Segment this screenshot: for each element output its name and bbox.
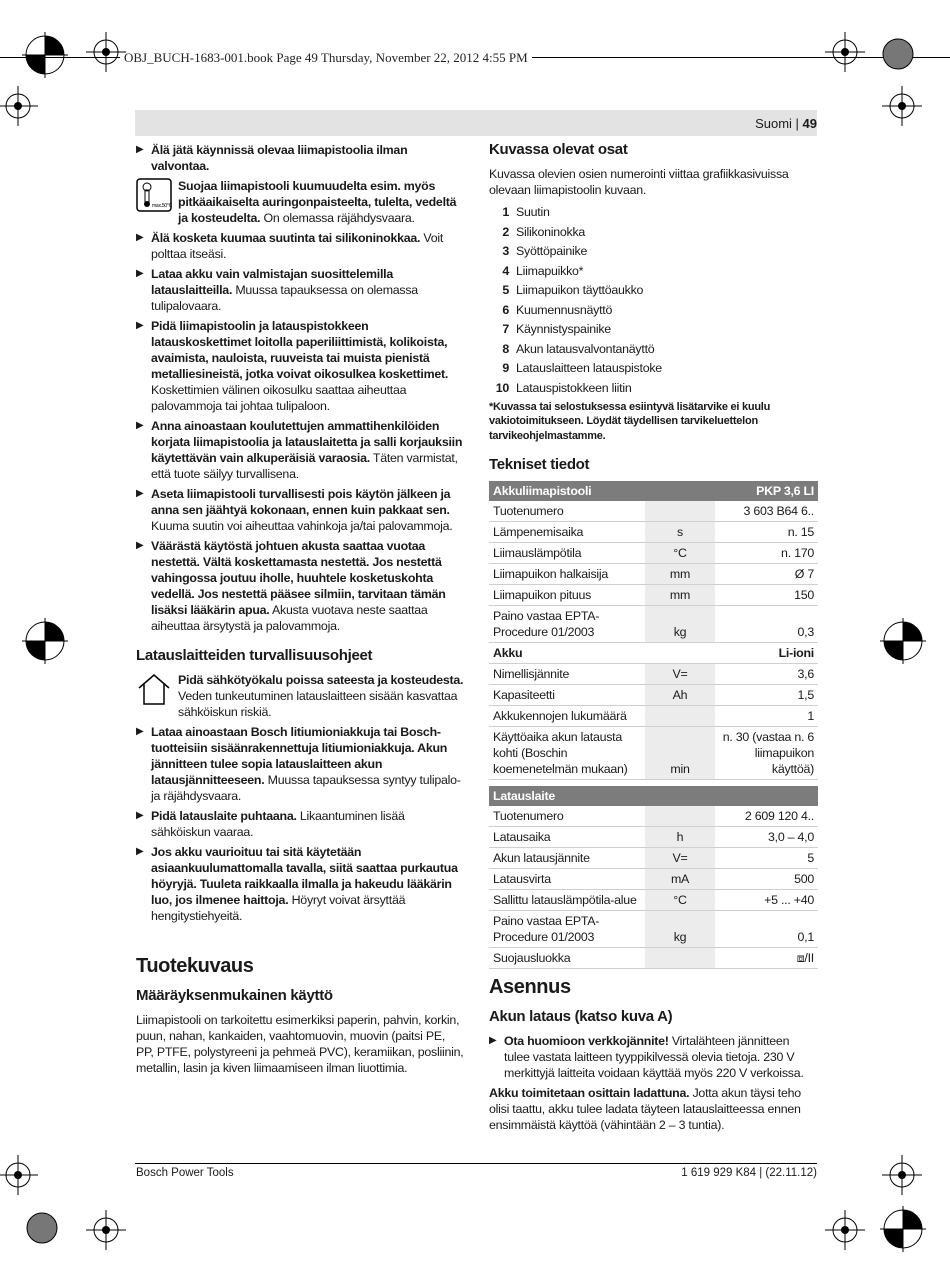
triangle-bullet-icon: ▶ (136, 144, 144, 155)
part-item (489, 263, 818, 279)
part-item (489, 341, 818, 357)
spec-value: 1,5 (715, 685, 818, 706)
table-row (489, 564, 818, 585)
spec-unit: mm (645, 585, 715, 606)
footer-brand: Bosch Power Tools (136, 1167, 234, 1179)
spec-value: Ø 7 (715, 564, 818, 585)
part-item (489, 224, 818, 240)
heat-warning-block: max.50°C Suojaa liimapistooli kuumuudelta esim. myös pitkäaikaiselta auringonpaisteelta, tulelta, vedeltä ja kosteudelta. On olemassa räjähdysvaara. (136, 178, 464, 226)
part-number: 5 (502, 283, 509, 297)
triangle-bullet-icon: ▶ (489, 1035, 497, 1046)
spec-unit: h (645, 827, 715, 848)
table-row (489, 543, 818, 564)
registration-mark-icon (880, 618, 926, 664)
table-header-glue-gun: Akkuliimapistooli PKP 3,6 LI (489, 481, 818, 501)
spec-value: n. 170 (715, 543, 818, 564)
table-row (489, 585, 818, 606)
table-row (489, 664, 818, 685)
spec-value: 0,3 (715, 606, 818, 643)
part-item (489, 204, 818, 220)
part-label: Silikoninokka (516, 224, 586, 239)
part-number: 4 (502, 263, 509, 278)
spec-value: n. 30 (vastaa n. 6 liimapuikon käyttöä) (715, 727, 818, 780)
triangle-bullet-icon: ▶ (136, 232, 144, 243)
spec-name: Sallittu latauslämpötila-alue (489, 890, 645, 911)
table-row (489, 727, 818, 780)
part-number: 9 (502, 361, 509, 375)
spec-value: 150 (715, 585, 818, 606)
rain-warning-block: Pidä sähkötyökalu poissa sateesta ja kosteudesta. Veden tunkeutuminen latauslaitteen sisään kasvattaa sähköiskun riskiä. (136, 672, 464, 720)
part-number: 7 (502, 322, 509, 336)
triangle-bullet-icon: ▶ (136, 420, 144, 431)
registration-mark-icon (22, 618, 68, 664)
table-header-charger: Latauslaite (489, 786, 818, 806)
spec-unit: V= (645, 664, 715, 685)
part-item (489, 321, 818, 337)
safety-bullet: ▶ Ota huomioon verkkojännite! Virtalähteen jännitteen tulee vastata laitteen tyyppikilvessä olevia tietoja. 230 V merkittyjä laitteita voidaan käyttää myös 220 V verkoissa. (489, 1034, 804, 1080)
footnote: *Kuvassa tai selostuksessa esiintyvä lisätarvike ei kuulu vakiotoimitukseen. Löydät täydellisen tarvikeluettelon tarvikeohjelmastamme. (489, 400, 771, 442)
triangle-bullet-icon: ▶ (136, 540, 144, 551)
registration-mark-icon (22, 32, 68, 78)
safety-bullet: ▶ Lataa akku vain valmistajan suosittelemilla latauslaitteilla. Muussa tapauksessa on olemassa tulipalovaara. (136, 267, 418, 313)
chapter-heading: Tuotekuvaus (136, 955, 254, 977)
safety-bullet: ▶ Jos akku vaurioituu tai sitä käytetään asiaankuulumattomalla tavalla, siitä saattaa purkautua höyryjä. Tuuleta raikkaalla ilmalla ja hakeudu lääkärin luo, jos ilmenee haittoja. Höyryt voivat ärsyttää hengitystiehyeitä. (136, 845, 458, 923)
spec-value: 0,1 (715, 911, 818, 948)
spec-value: +5 ... +40 (715, 890, 818, 911)
section-heading: Kuvassa olevat osat (489, 141, 628, 158)
table-row (489, 806, 818, 827)
spec-unit: mm (645, 564, 715, 585)
spec-name: Latausvirta (489, 869, 645, 890)
spec-value: 500 (715, 869, 818, 890)
safety-bullet: ▶ Pidä liimapistoolin ja latauspistokkeen latauskoskettimet loitolla paperiliittimistä, kolikoista, avaimista, nauloista, ruuveista tai muista pienistä metalliesineistä, jotka voivat oikosulkea koskettimet. Koskettimien välinen oikosulku saattaa aiheuttaa palovammoja tai johtaa tulipaloon. (136, 319, 449, 413)
crosshair-icon (882, 86, 922, 126)
book-header: OBJ_BUCH-1683-001.book Page 49 Thursday, November 22, 2012 4:55 PM (120, 50, 532, 66)
footer-rule (135, 1163, 817, 1164)
triangle-bullet-icon: ▶ (136, 846, 144, 857)
thermometer-sun-icon (136, 178, 172, 212)
triangle-bullet-icon: ▶ (136, 268, 144, 279)
table-row (489, 706, 818, 727)
spec-value: 1 (715, 706, 818, 727)
part-item (489, 302, 818, 318)
spec-name: Kapasiteetti (489, 685, 645, 706)
spec-unit: mA (645, 869, 715, 890)
part-number: 3 (502, 244, 509, 258)
spec-unit (645, 948, 715, 969)
spec-name: Tuotenumero (489, 806, 645, 827)
triangle-bullet-icon: ▶ (136, 488, 144, 499)
spec-name: Latausaika (489, 827, 645, 848)
safety-bullet: ▶ Älä kosketa kuumaa suutinta tai silikoninokkaa. Voit polttaa itseäsi. (136, 231, 444, 261)
tech-data-table (489, 481, 818, 969)
section-heading: Akun lataus (katso kuva A) (489, 1008, 673, 1025)
spec-value: n. 15 (715, 522, 818, 543)
spec-unit (645, 806, 715, 827)
part-label: Liimapuikon täyttöaukko (516, 283, 644, 297)
house-icon (136, 672, 172, 706)
triangle-bullet-icon: ▶ (136, 320, 144, 331)
crosshair-icon (0, 86, 38, 126)
part-label: Syöttöpainike (516, 244, 588, 258)
part-item (489, 243, 818, 259)
safety-bullet: ▶ Älä jätä käynnissä olevaa liimapistoolia ilman valvontaa. (136, 143, 408, 173)
crosshair-icon (825, 1210, 865, 1250)
page-number: 49 (802, 116, 817, 131)
part-label: Kuumennusnäyttö (516, 302, 613, 317)
spec-unit: °C (645, 890, 715, 911)
spec-unit: V= (645, 848, 715, 869)
crosshair-icon (86, 32, 126, 72)
part-label: Latauspistokkeen liitin (516, 380, 632, 395)
safety-bullet: ▶ Lataa ainoastaan Bosch litiumioniakkuja tai Bosch-tuotteisiin sisäänrakennettuja litiumioniakkuja. Akun jännitteen tulee sopia latauslaitteen akun latausjännitteeseen. Muussa tapauksessa syntyy tulipalo- ja räjähdysvaara. (136, 725, 461, 803)
part-number: 1 (502, 205, 509, 219)
color-dial-icon (880, 36, 916, 72)
spec-name: Nimellisjännite (489, 664, 645, 685)
color-dial-icon (24, 1210, 60, 1246)
spec-value: 2 609 120 4.. (715, 806, 818, 827)
safety-bullet: ▶ Väärästä käytöstä johtuen akusta saattaa vuotaa nestettä. Vältä koskettamasta nestettä. Jos nestettä vahingossa joutuu iholle, huuhtele kosketuskohta vedellä. Jos nestettä pääsee silmiin, tarvitaan tämän lisäksi lääkärin apua. Akusta vuotava neste saattaa aiheuttaa ärsytystä ja palovammoja. (136, 539, 446, 633)
spec-unit (645, 706, 715, 727)
part-label: Käynnistyspainike (516, 322, 611, 336)
safety-bullet: ▶ Pidä latauslaite puhtaana. Likaantuminen lisää sähköiskun vaaraa. (136, 809, 405, 839)
section-heading: Latauslaitteiden turvallisuusohjeet (136, 647, 373, 664)
triangle-bullet-icon: ▶ (136, 810, 144, 821)
page-reference: Suomi | 49 (755, 116, 817, 131)
parts-intro: Kuvassa olevien osien numerointi viittaa grafiikkasivuissa olevaan liimapistoolin kuvaan. (489, 167, 789, 197)
spec-name: Akkukennojen lukumäärä (489, 706, 645, 727)
table-subheader: Akku Li-ioni (489, 643, 818, 664)
table-row (489, 606, 818, 643)
crosshair-icon (882, 1155, 922, 1195)
spec-value: 3,0 – 4,0 (715, 827, 818, 848)
table-row (489, 848, 818, 869)
spec-name: Suojausluokka (489, 948, 645, 969)
part-number: 6 (502, 302, 509, 317)
table-row (489, 522, 818, 543)
spec-name: Käyttöaika akun latausta kohti (Boschin koemenetelmän mukaan) (489, 727, 645, 780)
safety-bullet: ▶ Aseta liimapistooli turvallisesti pois käytön jälkeen ja anna sen jäähtyä kokonaan, ennen kuin pakkaat sen. Kuuma suutin voi aiheuttaa vahinkoja ja/tai palovammoja. (136, 487, 453, 533)
right-column: Kuvassa olevat osat Kuvassa olevien osien numerointi viittaa grafiikkasivuissa olevaan liimapistoolin kuvaan. 1 Suutin 2 Silikoninokka 3 Syöttöpainike 4 Liimapuikko* 5 Liimapuikon täyttöaukko 6 Kuumennusnäyttö 7 Käynnistyspainike 8 Akun latausvalvontanäyttö 9 Latauslaitteen latauspistoke 10 Latauspistokkeen liitin *Kuvassa tai selostuksessa esiintyvä lisätarvike ei kuulu vakiotoimitukseen. Löydät täydellisen tarvikeluettelon tarvikeohjelmastamme. Tekniset tiedot Akkuliimapistooli PKP 3,6 LI Tuotenumero 3 603 B64 6.. Lämpenemisaika s n. 15 Liimauslämpötila °C n. 170 Liimapuikon halkaisija mm Ø 7 Liimapuikon pituus mm 150 Paino vastaa EPTA-Procedure 01/2003 kg 0,3 Akku Li-ioni Nimellisjännite V= 3,6 Kapasiteetti Ah 1,5 Akkukennojen lukumäärä 1 Käyttöaika akun latausta kohti (Boschin koemenetelmän mukaan) min n. 30 (vastaa n. 6 liimapuikon käyttöä) Latauslaite Tuotenumero 2 609 120 4.. Latausaika h 3,0 – 4,0 Akun latausjännite V= 5 Latausvirta mA 500 Sallittu latauslämpötila-alue °C +5 ... +40 Paino vastaa EPTA-Procedure 01/2003 kg 0,1 Suojausluokka ⧈/II Asennus Akun lataus (katso kuva A) ▶ Ota huomioon verkkojännite! Virtalähteen jännitteen tulee vastata laitteen tyyppikilvessä olevia tietoja. 230 V merkittyjä laitteita voidaan käyttää myös 220 V verkoissa. Akku toimitetaan osittain ladattuna. Jotta akun täysi teho olisi taattu, akku tulee ladata täyteen latauslaitteessa ennen ensimmäistä käyttöä (vähintään 2 – 3 tuntia). (489, 142, 818, 1137)
part-label: Latauslaitteen latauspistoke (516, 361, 662, 375)
spec-value: 3 603 B64 6.. (715, 501, 818, 522)
table-row (489, 869, 818, 890)
spec-name: Liimauslämpötila (489, 543, 645, 564)
crosshair-icon (0, 1155, 38, 1195)
spec-unit: °C (645, 543, 715, 564)
part-label: Akun latausvalvontanäyttö (516, 341, 655, 356)
spec-name: Paino vastaa EPTA-Procedure 01/2003 (489, 911, 645, 948)
spec-name: Akun latausjännite (489, 848, 645, 869)
spec-name: Lämpenemisaika (489, 522, 645, 543)
crosshair-icon (825, 32, 865, 72)
table-row (489, 890, 818, 911)
spec-unit: kg (645, 911, 715, 948)
crosshair-icon (86, 1210, 126, 1250)
table-row (489, 948, 818, 969)
usage-paragraph: Liimapistooli on tarkoitettu esimerkiksi paperin, pahvin, korkin, puun, nahan, kankaiden, vaahtomuovin, muovin (paitsi PE, PP, PTFE, polystyreeni ja pehmeä PVC), keramiikan, posliinin, metallin, lasin ja kiven liimaamiseen ilman liuottimia. (136, 1013, 464, 1075)
table-row (489, 911, 818, 948)
svg-text:max.50°C: max.50°C (152, 203, 172, 209)
language-label: Suomi (755, 116, 792, 131)
part-label: Suutin (516, 205, 550, 219)
part-number: 10 (495, 380, 509, 395)
spec-name: Liimapuikon halkaisija (489, 564, 645, 585)
safety-bullet: ▶ Anna ainoastaan koulutettujen ammattihenkilöiden korjata liimapistoolia ja latauslaitetta ja salli korjauksiin käytettävän vain alkuperäisiä varaosia. Täten varmistat, että tuote säilyy turvallisena. (136, 419, 463, 481)
triangle-bullet-icon: ▶ (136, 726, 144, 737)
part-item (489, 282, 818, 298)
spec-name: Paino vastaa EPTA-Procedure 01/2003 (489, 606, 645, 643)
part-label: Liimapuikko* (516, 263, 584, 278)
spec-unit: Ah (645, 685, 715, 706)
table-row (489, 827, 818, 848)
spec-unit (645, 501, 715, 522)
part-item (489, 380, 818, 396)
spec-name: Liimapuikon pituus (489, 585, 645, 606)
parts-list (489, 204, 818, 396)
section-heading: Tekniset tiedot (489, 456, 590, 473)
spec-name: Tuotenumero (489, 501, 645, 522)
footer-doc-number: 1 619 929 K84 | (22.11.12) (681, 1167, 817, 1179)
part-number: 2 (502, 224, 509, 239)
table-row (489, 501, 818, 522)
chapter-heading: Asennus (489, 976, 571, 998)
spec-unit: min (645, 727, 715, 780)
spec-value: ⧈/II (715, 948, 818, 969)
part-item (489, 360, 818, 376)
spec-value: 5 (715, 848, 818, 869)
spec-value: 3,6 (715, 664, 818, 685)
spec-unit: kg (645, 606, 715, 643)
left-column (136, 142, 464, 1080)
spec-unit: s (645, 522, 715, 543)
part-number: 8 (502, 341, 509, 356)
section-heading: Määräyksenmukainen käyttö (136, 987, 333, 1004)
registration-mark-icon (880, 1206, 926, 1252)
page-header-bar (135, 110, 817, 136)
table-row (489, 685, 818, 706)
